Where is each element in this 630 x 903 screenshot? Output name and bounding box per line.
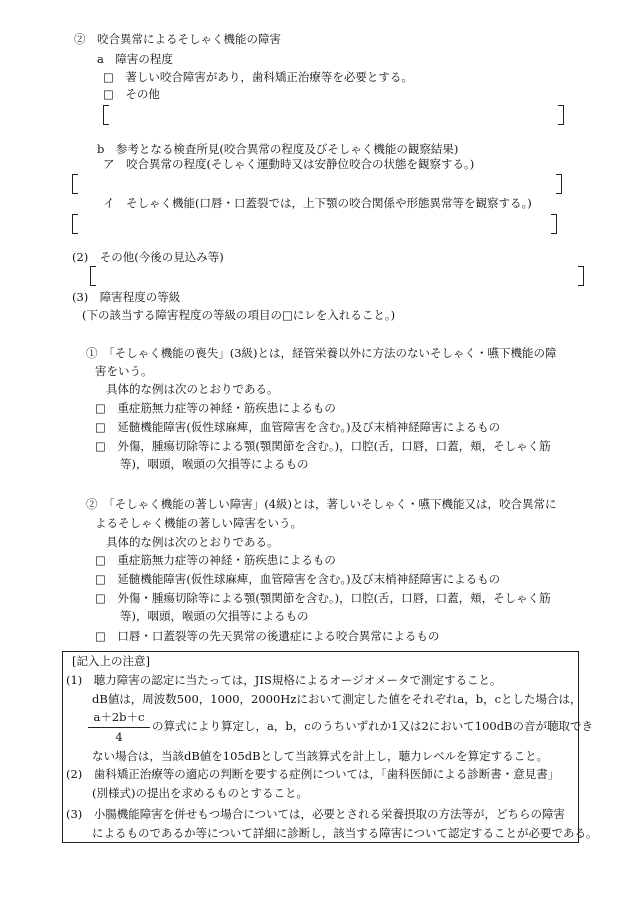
grade-instruction: (下の該当する障害程度の等級の項目の□にレを入れること。) <box>82 308 396 322</box>
bracket-left <box>72 174 78 194</box>
section-heading-occlusion: ② 咬合異常によるそしゃく機能の障害 <box>74 32 281 46</box>
checkbox-grade3-trauma[interactable]: □ 外傷，腫瘍切除等による顎(顎関節を含む。)，口腔(舌，口唇，口蓋，頬，そしゃく筋 <box>95 439 551 453</box>
checkbox-grade3-neuromuscular[interactable]: □ 重症筋無力症等の神経・筋疾患によるもの <box>95 401 336 415</box>
note-1-formula-text: の算式により算定し，a，b，cのうちいずれか1又は2において100dBの音が聴取でき <box>152 719 594 733</box>
checkbox-grade4-neuromuscular[interactable]: □ 重症筋無力症等の神経・筋疾患によるもの <box>95 553 336 567</box>
note-1-formula-intro: dB値は，周波数500，1000，2000Hzにおいて測定した値をそれぞれa，b，cとした場合は， <box>92 692 582 706</box>
subheading-findings: b 参考となる検査所見(咬合異常の程度及びそしゃく機能の観察結果) <box>97 142 459 156</box>
bracket-right <box>551 214 557 234</box>
grade4-definition: ② 「そしゃく機能の著しい障害」(4級)とは，著しいそしゃく・嚥下機能又は，咬合異常に <box>86 497 557 511</box>
checkbox-grade4-trauma[interactable]: □ 外傷・腫瘍切除等による顎(顎関節を含む。)，口腔(舌，口唇，口蓋，頬，そしゃく筋 <box>95 591 551 605</box>
note-2: (2) 歯科矯正治療等の適応の判断を要する症例については，「歯科医師による診断書・意見書」 <box>66 767 560 781</box>
grade3-definition: ① 「そしゃく機能の喪失」(3級)とは，経管栄養以外に方法のないそしゃく・嚥下機能の障 <box>86 346 557 360</box>
subheading-severity: a 障害の程度 <box>97 52 173 66</box>
grade3-examples-label: 具体的な例は次のとおりである。 <box>106 382 279 396</box>
section-heading-grade: (3) 障害程度の等級 <box>72 290 181 304</box>
grade4-examples-label: 具体的な例は次のとおりである。 <box>106 535 279 549</box>
note-1: (1) 聴力障害の認定に当たっては，JIS規格によるオージオメータで測定すること。 <box>66 673 502 687</box>
checkbox-option-other[interactable]: □ その他 <box>103 87 160 101</box>
formula-fraction-line <box>88 727 150 728</box>
section-heading-other: (2) その他(今後の見込み等) <box>72 250 224 264</box>
note-3: (3) 小腸機能障害を併せもつ場合については，必要とされる栄養摂取の方法等が，どちらの障害 <box>66 807 566 821</box>
bracket-right <box>558 105 564 125</box>
checkbox-grade3-medulla[interactable]: □ 延髄機能障害(仮性球麻痺，血管障害を含む。)及び末梢神経障害によるもの <box>95 420 501 434</box>
notes-title: [記入上の注意] <box>72 654 150 668</box>
checkbox-grade4-medulla[interactable]: □ 延髄機能障害(仮性球麻痺，血管障害を含む。)及び末梢神経障害によるもの <box>95 572 501 586</box>
grade4-trauma-cont: 等)，咽頭，喉頭の欠損等によるもの <box>120 609 309 623</box>
grade3-definition-cont: 害をいう。 <box>95 364 153 378</box>
note-1-cont: ない場合は，当該dB値を105dBとして当該算式を計上し，聴力レベルを算定すること。 <box>92 749 549 763</box>
bracket-left <box>72 214 78 234</box>
grade3-trauma-cont: 等)，咽頭，喉頭の欠損等によるもの <box>120 457 309 471</box>
bracket-left <box>90 266 96 286</box>
bracket-right <box>556 174 562 194</box>
finding-mastication: イ そしゃく機能(口唇・口蓋裂では，上下顎の咬合関係や形態異常等を観察する。) <box>103 196 532 210</box>
finding-occlusion-degree: ア 咬合異常の程度(そしゃく運動時又は安静位咬合の状態を観察する。) <box>103 157 475 171</box>
formula-numerator: a＋2b＋c <box>93 710 145 724</box>
bracket-left <box>103 105 109 125</box>
bracket-right <box>578 266 584 286</box>
checkbox-option-severe-occlusion[interactable]: □ 著しい咬合障害があり，歯科矯正治療等を必要とする。 <box>103 70 413 84</box>
checkbox-grade4-congenital[interactable]: □ 口唇・口蓋裂等の先天異常の後遺症による咬合異常によるもの <box>95 629 440 643</box>
note-2-cont: (別様式)の提出を求めるものとすること。 <box>92 786 308 800</box>
grade4-definition-cont: よるそしゃく機能の著しい障害をいう。 <box>95 516 302 530</box>
formula-denominator: 4 <box>115 730 123 744</box>
note-3-cont: によるものであるか等について詳細に診断し，該当する障害について認定することが必要である。 <box>92 826 598 840</box>
